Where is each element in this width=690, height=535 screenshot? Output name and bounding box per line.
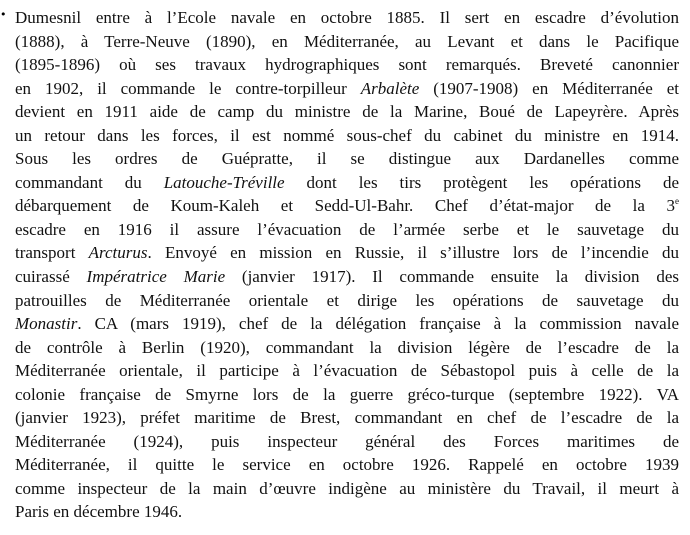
text-line: débarquement de Koum-Kaleh et Sedd-Ul-Bahr. Chef d’état-major de la 3e bbox=[15, 196, 679, 216]
text-line: (1895-1896) où ses travaux hydrographiques sont remarqués. Breveté canonnier bbox=[15, 55, 679, 75]
text-line: Méditerranée, il quitte le service en octobre 1926. Rappelé en octobre 1939 bbox=[15, 455, 679, 475]
text-line: cuirassé Impératrice Marie (janvier 1917). Il commande ensuite la division des bbox=[15, 267, 679, 287]
ship-name-monastir: Monastir bbox=[15, 314, 78, 334]
text-line: devient en 1911 aide de camp du ministre de la Marine, Boué de Lapeyrère. Après bbox=[15, 102, 679, 122]
text-line: un retour dans les forces, il est nommé sous-chef du cabinet du ministre en 1914. bbox=[15, 125, 679, 145]
text-line: Dumesnil entre à l’Ecole navale en octobre 1885. Il sert en escadre d’évolution bbox=[15, 8, 679, 27]
bullet-marker: • bbox=[0, 8, 7, 21]
text-line: patrouilles de Méditerranée orientale et dirige les opérations de sauvetage du bbox=[15, 290, 679, 310]
text-line: comme inspecteur de la main d’œuvre indigène au ministère du Travail, il meurt à bbox=[15, 478, 679, 498]
text-line: commandant du Latouche-Tréville dont les tirs protègent les opérations de bbox=[15, 172, 679, 192]
text-line: Sous les ordres de Guépratte, il se distingue aux Dardanelles comme bbox=[15, 149, 679, 169]
text-line: de contrôle à Berlin (1920), commandant la division légère de l’escadre de la bbox=[15, 337, 679, 357]
text-line: escadre en 1916 il assure l’évacuation de l’armée serbe et le sauvetage du bbox=[15, 219, 679, 239]
text-line: Méditerranée (1924), puis inspecteur général des Forces maritimes de bbox=[15, 431, 679, 451]
text-line: colonie française de Smyrne lors de la guerre gréco-turque (septembre 1922). VA bbox=[15, 384, 679, 404]
text-line: (1888), à Terre-Neuve (1890), en Méditerranée, au Levant et dans le Pacifique bbox=[15, 31, 679, 51]
biography-paragraph bbox=[15, 6, 679, 524]
text-line: Monastir. CA (mars 1919), chef de la délégation française à la commission navale bbox=[15, 314, 679, 334]
ship-name-imperatrice-marie: Impératrice Marie bbox=[86, 267, 226, 287]
text-line: Méditerranée orientale, il participe à l’évacuation de Sébastopol puis à celle de la bbox=[15, 361, 679, 381]
ship-name-arbalete: Arbalète bbox=[360, 78, 420, 98]
ordinal-superscript: e bbox=[675, 196, 679, 207]
text-line: transport Arcturus. Envoyé en mission en Russie, il s’illustre lors de l’incendie du bbox=[15, 243, 679, 263]
ship-name-latouche-treville: Latouche-Tréville bbox=[163, 172, 285, 192]
text-line-last: Paris en décembre 1946. bbox=[15, 502, 183, 522]
text-line: en 1902, il commande le contre-torpilleur Arbalète (1907-1908) en Méditerranée et bbox=[15, 78, 679, 98]
text-line: (janvier 1923), préfet maritime de Brest, commandant en chef de l’escadre de la bbox=[15, 408, 679, 428]
ship-name-arcturus: Arcturus bbox=[88, 243, 148, 263]
